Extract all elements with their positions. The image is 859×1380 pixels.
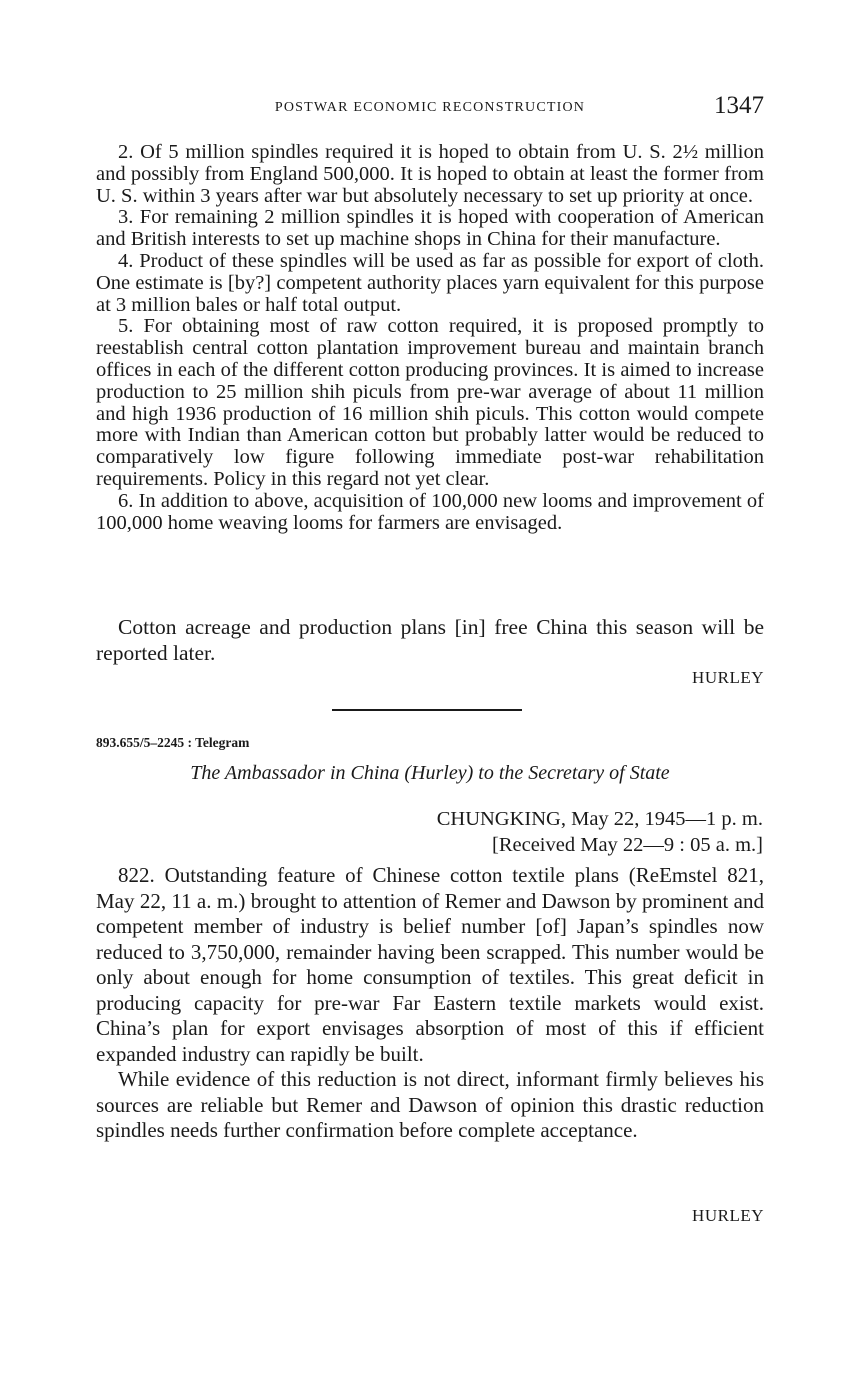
page-number: 1347 xyxy=(714,92,764,119)
signature-hurley-1: HURLEY xyxy=(692,668,764,687)
signature-hurley-2: HURLEY xyxy=(692,1206,764,1225)
paragraph-item-4: 4. Product of these spindles will be used as far as possible for export of cloth. One estimate is [by?] competent authority places yarn equivalent for this purpose at 3 million bales or half total output. xyxy=(96,249,764,316)
telegram-paragraph-822: 822. Outstanding feature of Chinese cotton textile plans (ReEmstel 821, May 22, 11 a. m.) brought to attention of Remer and Dawson by prominent and competent member of industry is belief number [of] Japan’s spindles now reduced to 3,750,000, remainder having been scrapped. This number would be only about enough for home consumption of textiles. This great deficit in producing capacity for pre-war Far Eastern textile markets would exist. China’s plan for export envisages absorption of most of this if efficient expanded industry can rapidly be built. xyxy=(96,863,764,1066)
file-reference: 893.655/5–2245 : Telegram xyxy=(96,735,250,750)
section-divider xyxy=(332,709,522,711)
running-head xyxy=(96,92,764,122)
closing-text: Cotton acreage and production plans [in] free China this season will be reported later. xyxy=(96,615,764,665)
document-heading: The Ambassador in China (Hurley) to the Secretary of State xyxy=(190,762,670,784)
paragraph-item-5: 5. For obtaining most of raw cotton required, it is proposed promptly to reestablish central cotton plantation improvement bureau and maintain branch offices in each of the different cotton producing provinces. It is aimed to increase production to 25 million shih piculs from pre-war average of about 11 million and high 1936 production of 16 million shih piculs. This cotton would compete more with Indian than American cotton but probably latter would be reduced to comparatively low figure following immediate post-war rehabilitation requirements. Policy in this regard not yet clear. xyxy=(96,315,764,490)
paragraph-item-6: 6. In addition to above, acquisition of 100,000 new looms and improvement of 100,000 home weaving looms for farmers are envisaged. xyxy=(96,489,764,534)
received-line: [Received May 22—9 : 05 a. m.] xyxy=(492,834,763,856)
paragraph-item-2: 2. Of 5 million spindles required it is hoped to obtain from U. S. 2½ million and possibly from England 500,000. It is hoped to obtain at least the former from U. S. within 3 years after war but absolutely necessary to set up priority at once. xyxy=(96,141,764,207)
telegram-body xyxy=(96,863,764,1144)
running-title: POSTWAR ECONOMIC RECONSTRUCTION xyxy=(274,100,586,115)
dateline: CHUNGKING, May 22, 1945—1 p. m. xyxy=(436,808,763,830)
closing-paragraph xyxy=(96,614,764,666)
numbered-paragraphs xyxy=(96,142,764,534)
telegram-paragraph-evidence: While evidence of this reduction is not direct, informant firmly believes his sources are reliable but Remer and Dawson of opinion this drastic reduction spindles needs further confirmation before complete acceptance. xyxy=(96,1067,764,1142)
paragraph-item-3: 3. For remaining 2 million spindles it is hoped with cooperation of American and British interests to set up machine shops in China for their manufacture. xyxy=(96,206,764,251)
